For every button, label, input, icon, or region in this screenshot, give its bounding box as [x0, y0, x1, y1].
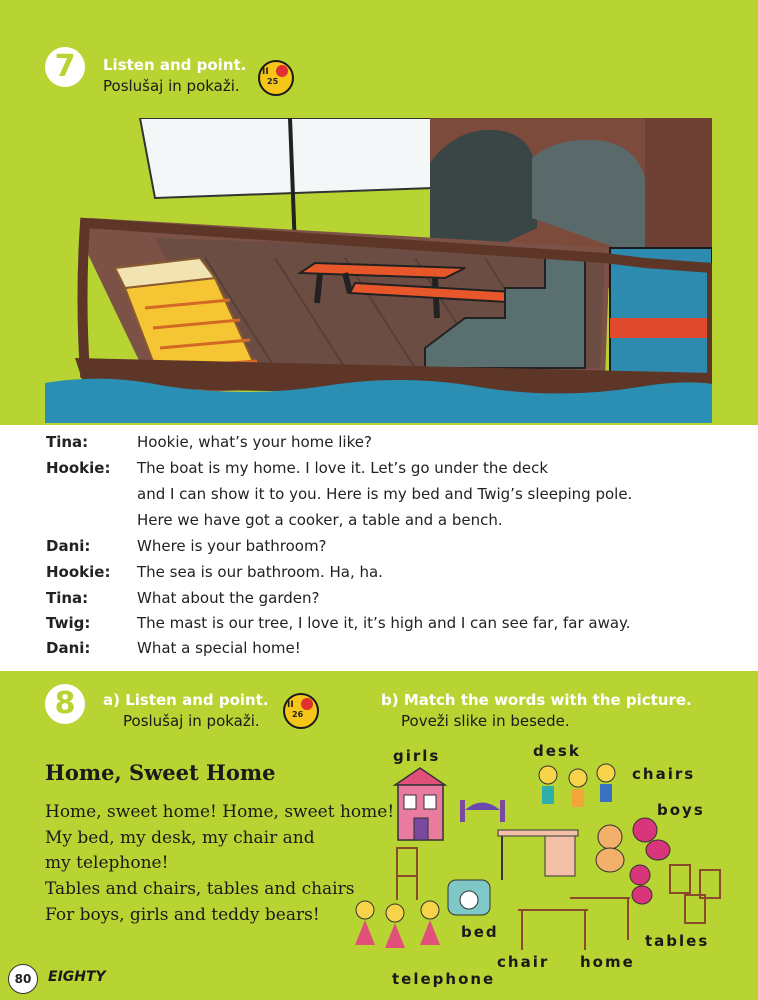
- boat-illustration: [45, 118, 712, 423]
- exercise-7-instruction-sl: Poslušaj in pokaži.: [103, 77, 240, 95]
- exercise-8b-instruction-en: b) Match the words with the picture.: [381, 691, 692, 709]
- tables-icon: [518, 898, 630, 950]
- exercise-8b-instruction-sl: Poveži slike in besede.: [401, 712, 570, 730]
- word-chair: chair: [497, 953, 550, 971]
- dialogue-line: Hookie, what’s your home like?: [137, 433, 372, 451]
- poem-line: For boys, girls and teddy bears!: [45, 905, 320, 925]
- parrot-icon: [276, 65, 288, 77]
- word-bed: bed: [461, 923, 499, 941]
- poem-line: My bed, my desk, my chair and: [45, 828, 315, 848]
- dialogue-line: The mast is our tree, I love it, it’s high and I can see far, far away.: [137, 614, 631, 632]
- dialogue-line: The sea is our bathroom. Ha, ha.: [137, 563, 383, 581]
- exercise-8a-instruction-sl: Poslušaj in pokaži.: [123, 712, 260, 730]
- girls-icon: [355, 901, 440, 948]
- exercise-7-area: [0, 0, 758, 425]
- exercise-8a-instruction-en: a) Listen and point.: [103, 691, 269, 709]
- cd-audio-icon[interactable]: II 25: [258, 60, 294, 96]
- poem-line: Home, sweet home! Home, sweet home!: [45, 802, 395, 822]
- speaker-label: Tina:: [46, 589, 89, 607]
- desk-icon: [498, 830, 578, 880]
- page-number: 80: [8, 964, 38, 994]
- poem-line: my telephone!: [45, 853, 169, 873]
- speaker-label: Tina:: [46, 433, 89, 451]
- word-telephone: telephone: [392, 970, 496, 988]
- parrot-icon: [301, 698, 313, 710]
- speaker-label: Dani:: [46, 639, 91, 657]
- word-girls: girls: [393, 747, 441, 765]
- dialogue-line: What a special home!: [137, 639, 301, 657]
- word-home: home: [580, 953, 635, 971]
- speaker-label: Dani:: [46, 537, 91, 555]
- cd-audio-icon[interactable]: II 26: [283, 693, 319, 729]
- poem-line: Tables and chairs, tables and chairs: [45, 879, 355, 899]
- word-chairs: chairs: [632, 765, 696, 783]
- telephone-icon: [448, 880, 490, 915]
- page-word: EIGHTY: [48, 969, 106, 985]
- speaker-label: Twig:: [46, 614, 91, 632]
- dialogue-line: and I can show it to you. Here is my bed and Twig’s sleeping pole.: [137, 485, 633, 503]
- word-tables: tables: [645, 932, 710, 950]
- bed-icon: [460, 800, 505, 822]
- dialogue-line: What about the garden?: [137, 589, 320, 607]
- house-icon: [395, 768, 445, 840]
- pink-teddy-icon: [630, 818, 670, 904]
- exercise-number-7: 7: [45, 47, 85, 87]
- dialogue-line: Where is your bathroom?: [137, 537, 327, 555]
- speaker-label: Hookie:: [46, 563, 111, 581]
- chairs-icon: [670, 865, 720, 923]
- teddy-bear-icon: [596, 825, 624, 872]
- dialogue-line: The boat is my home. I love it. Let’s go under the deck: [137, 459, 549, 477]
- chair-icon: [397, 848, 417, 900]
- exercise-7-instruction-en: Listen and point.: [103, 56, 247, 74]
- dialogue-line: Here we have got a cooker, a table and a bench.: [137, 511, 503, 529]
- exercise-number-8: 8: [45, 684, 85, 724]
- word-boys: boys: [657, 801, 705, 819]
- word-desk: desk: [533, 742, 581, 760]
- speaker-label: Hookie:: [46, 459, 111, 477]
- boys-icon: [539, 764, 615, 807]
- poem-title: Home, Sweet Home: [45, 760, 276, 785]
